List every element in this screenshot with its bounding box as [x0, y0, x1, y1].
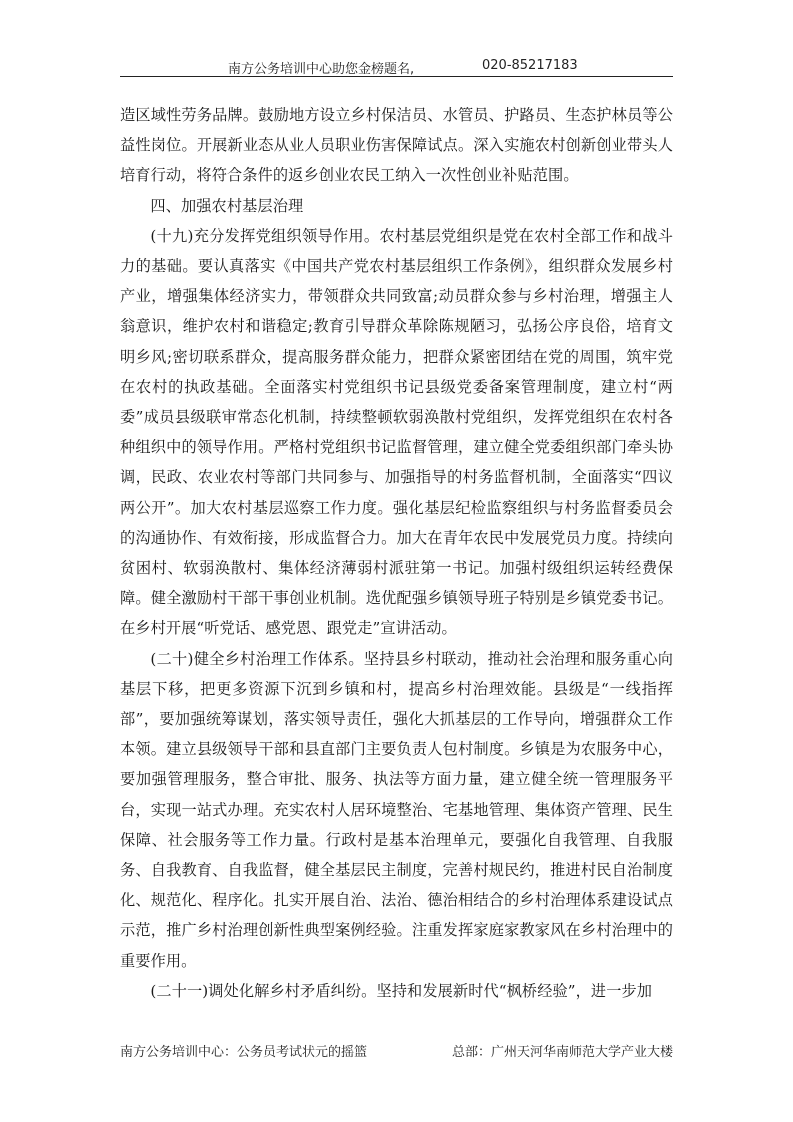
paragraph-twenty-one: (二十一)调处化解乡村矛盾纠纷。坚持和发展新时代“枫桥经验”，进一步加 — [150, 981, 653, 1000]
page-header — [120, 58, 673, 76]
footer-address: 总部：广州天河华南师范大学产业大楼 — [451, 1045, 673, 1060]
page-footer — [120, 1041, 673, 1059]
section-heading: 四、加强农村基层治理 — [150, 196, 304, 215]
header-divider — [120, 76, 673, 77]
paragraph-twenty: (二十)健全乡村治理工作体系。坚持县乡村联动，推动社会治理和服务重心向基层下移，把更多资源下沉到乡镇和村，提高乡村治理效能。县级是“一线指挥部”，要加强统筹谋划，落实领导责任，强化大抓基层的工作导向，增强群众工作本领。建立县级领导干部和县直部门主要负责人包村制度。乡镇是为农服务中心，要加强管理服务，整合审批、服务、执法等方面力量，建立健全统一管理服务平台，实现一站式办理。充实农村人居环境整治、宅基地管理、集体资产管理、民生保障、社会服务等工作力量。行政村是基本治理单元，要强化自我管理、自我服务、自我教育、自我监督，健全基层民主制度，完善村规民约，推进村民自治制度化、规范化、程序化。扎实开展自治、法治、德治相结合的乡村治理体系建设试点示范，推广乡村治理创新性典型案例经验。注重发挥家庭家教家风在乡村治理中的重要作用。 — [120, 649, 673, 970]
header-phone: 020-85217183 — [482, 58, 578, 73]
paragraph-continuation: 造区域性劳务品牌。鼓励地方设立乡村保洁员、水管员、护路员、生态护林员等公益性岗位。开展新业态从业人员职业伤害保障试点。深入实施农村创新创业带头人培育行动，将符合条件的返乡创业农民工纳入一次性创业补贴范围。 — [120, 106, 673, 185]
footer-slogan: 南方公务培训中心：公务员考试状元的摇篮 — [120, 1045, 368, 1060]
header-title: 南方公务培训中心助您金榜题名, — [228, 62, 415, 77]
paragraph-nineteen: (十九)充分发挥党组织领导作用。农村基层党组织是党在农村全部工作和战斗力的基础。要认真落实《中国共产党农村基层组织工作条例》，组织群众发展乡村产业，增强集体经济实力，带领群众共同致富;动员群众参与乡村治理，增强主人翁意识，维护农村和谐稳定;教育引导群众革除陈规陋习，弘扬公序良俗，培育文明乡风;密切联系群众，提高服务群众能力，把群众紧密团结在党的周围，筑牢党在农村的执政基础。全面落实村党组织书记县级党委备案管理制度，建立村“两委”成员县级联审常态化机制，持续整顿软弱涣散村党组织，发挥党组织在农村各种组织中的领导作用。严格村党组织书记监督管理，建立健全党委组织部门牵头协调，民政、农业农村等部门共同参与、加强指导的村务监督机制，全面落实“四议两公开”。加大农村基层巡察工作力度。强化基层纪检监察组织与村务监督委员会的沟通协作、有效衔接，形成监督合力。加大在青年农民中发展党员力度。持续向贫困村、软弱涣散村、集体经济薄弱村派驻第一书记。加强村级组织运转经费保障。健全激励村干部干事创业机制。选优配强乡镇领导班子特别是乡镇党委书记。在乡村开展“听党话、感党恩、跟党走”宣讲活动。 — [120, 226, 673, 638]
document-body — [120, 100, 673, 1006]
